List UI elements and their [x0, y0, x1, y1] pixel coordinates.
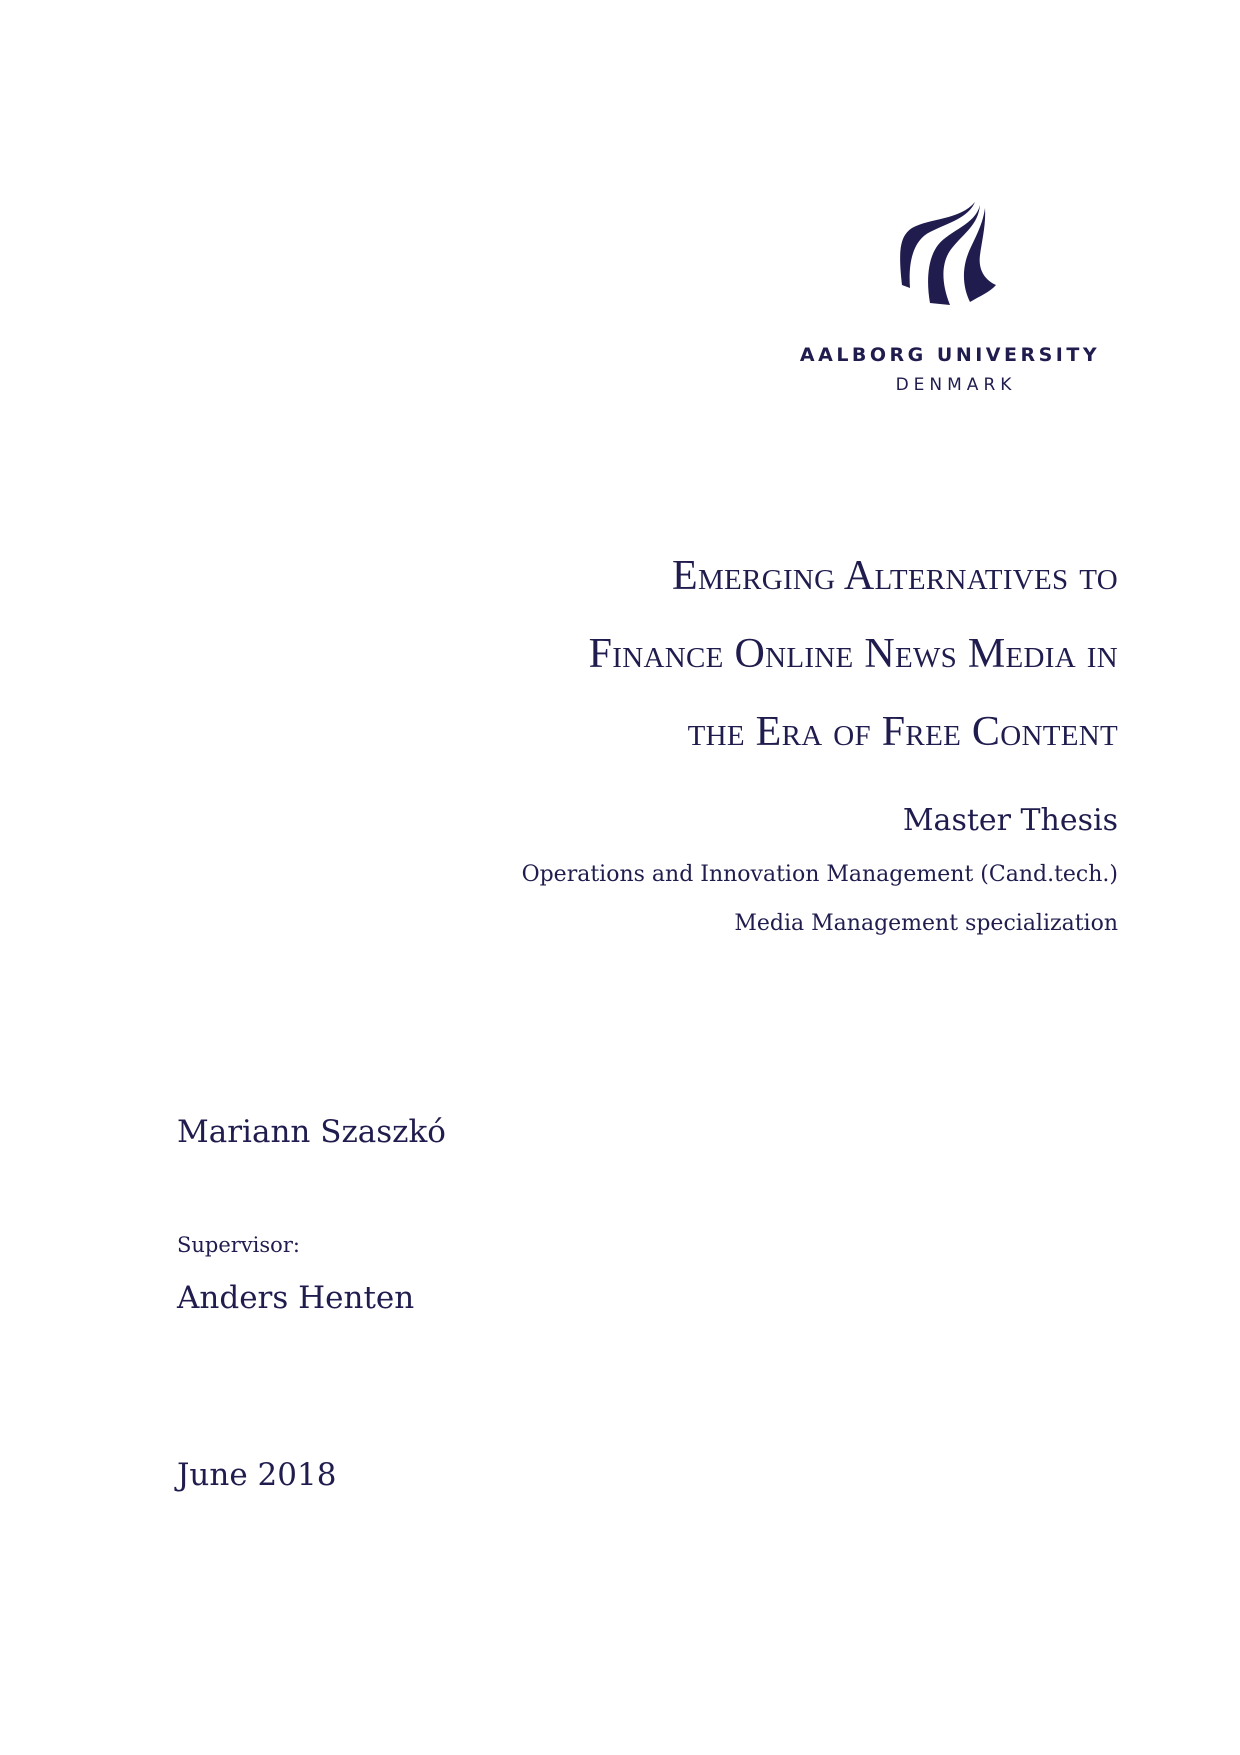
date: June 2018	[177, 1457, 337, 1493]
university-name: AALBORG UNIVERSITY	[799, 344, 1101, 366]
title-line-2: Finance Online News Media in	[588, 631, 1118, 677]
supervisor-name: Anders Henten	[177, 1280, 415, 1316]
thesis-type: Master Thesis	[902, 803, 1118, 838]
title-line-1: Emerging Alternatives to	[672, 553, 1118, 599]
specialization: Media Management specialization	[734, 911, 1118, 936]
university-country: DENMARK	[895, 375, 1017, 395]
aalborg-university-logo-icon	[890, 200, 1000, 310]
program: Operations and Innovation Management (Cand.tech.)	[521, 862, 1118, 887]
author-name: Mariann Szaszkó	[177, 1114, 446, 1150]
supervisor-label: Supervisor:	[177, 1233, 300, 1257]
title-line-3: the Era of Free Content	[687, 709, 1118, 755]
